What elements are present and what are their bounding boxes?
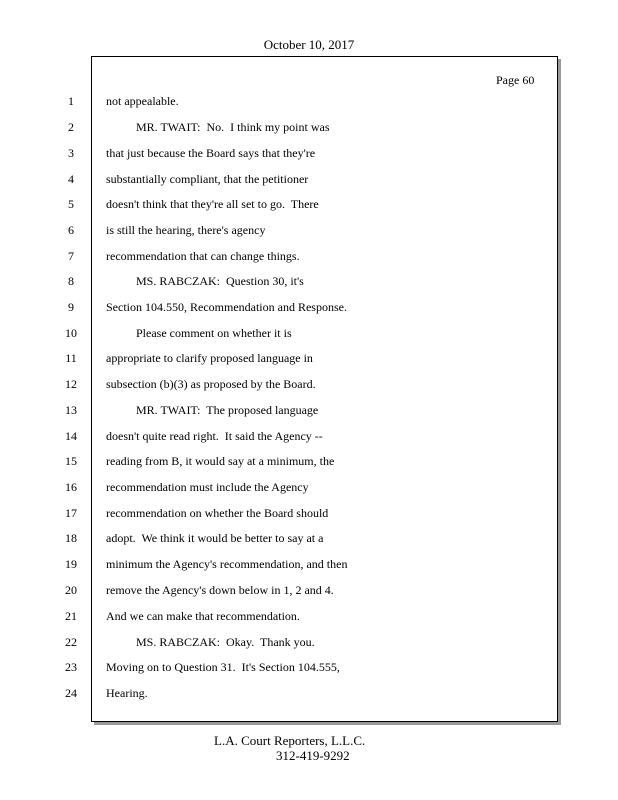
line-number: 24 [65,686,77,700]
line-text: MS. RABCZAK: Okay. Thank you. [106,635,315,649]
line-text: substantially compliant, that the petitioner [106,172,309,186]
court-reporter-company: L.A. Court Reporters, L.L.C. [214,733,366,748]
line-text: MR. TWAIT: No. I think my point was [106,120,330,134]
line-text: recommendation must include the Agency [106,480,309,494]
line-text: appropriate to clarify proposed language in [106,351,313,365]
line-number: 6 [68,223,74,237]
transcript-line [0,271,560,291]
line-text: doesn't think that they're all set to go. There [106,197,319,211]
line-text: that just because the Board says that they're [106,146,316,160]
line-text: minimum the Agency's recommendation, and then [106,557,348,571]
line-number: 23 [65,660,77,674]
line-number: 16 [65,480,77,494]
line-text: adopt. We think it would be better to say at a [106,531,324,545]
transcript-line [0,426,560,446]
line-text: doesn't quite read right. It said the Agency -- [106,429,323,443]
line-number: 12 [65,377,77,391]
line-number: 1 [68,94,74,108]
transcript-line [0,169,560,189]
transcript-line [0,143,560,163]
line-text: subsection (b)(3) as proposed by the Board. [106,377,316,391]
line-text: And we can make that recommendation. [106,609,300,623]
line-number: 22 [65,635,77,649]
transcript-line [0,554,560,574]
transcript-line [0,632,560,652]
transcript-line [0,117,560,137]
transcript-line [0,503,560,523]
line-text: MS. RABCZAK: Question 30, it's [106,274,304,288]
line-text: Hearing. [106,686,148,700]
line-text: Section 104.550, Recommendation and Response. [106,300,347,314]
line-text: not appealable. [106,94,179,108]
page-number: Page 60 [496,73,535,87]
transcript-line [0,297,560,317]
transcript-line [0,477,560,497]
transcript-line [0,580,560,600]
line-number: 10 [65,326,77,340]
line-number: 11 [65,351,77,365]
transcript-line [0,323,560,343]
transcript-date: October 10, 2017 [263,37,355,52]
line-number: 18 [65,531,77,545]
line-number: 5 [68,197,74,211]
line-number: 13 [65,403,77,417]
line-number: 3 [68,146,74,160]
transcript-line [0,528,560,548]
line-text: Please comment on whether it is [106,326,292,340]
line-number: 20 [65,583,77,597]
transcript-line [0,91,560,111]
line-text: recommendation on whether the Board should [106,506,329,520]
line-number: 7 [68,249,74,263]
line-number: 21 [65,609,77,623]
line-number: 15 [65,454,77,468]
line-number: 2 [68,120,74,134]
transcript-line [0,606,560,626]
line-number: 17 [65,506,77,520]
line-text: reading from B, it would say at a minimum, the [106,454,335,468]
court-reporter-phone: 312-419-9292 [276,748,350,763]
transcript-line [0,194,560,214]
line-text: remove the Agency's down below in 1, 2 and 4. [106,583,334,597]
line-text: recommendation that can change things. [106,249,300,263]
line-text: Moving on to Question 31. It's Section 104.555, [106,660,340,674]
line-number: 14 [65,429,77,443]
transcript-line [0,657,560,677]
transcript-line [0,683,560,703]
line-text: is still the hearing, there's agency [106,223,266,237]
line-number: 8 [68,274,74,288]
transcript-line [0,220,560,240]
line-text: MR. TWAIT: The proposed language [106,403,319,417]
transcript-line [0,400,560,420]
transcript-line [0,374,560,394]
line-number: 19 [65,557,77,571]
line-number: 4 [68,172,74,186]
transcript-line [0,451,560,471]
transcript-line [0,246,560,266]
line-number: 9 [68,300,74,314]
transcript-line [0,348,560,368]
